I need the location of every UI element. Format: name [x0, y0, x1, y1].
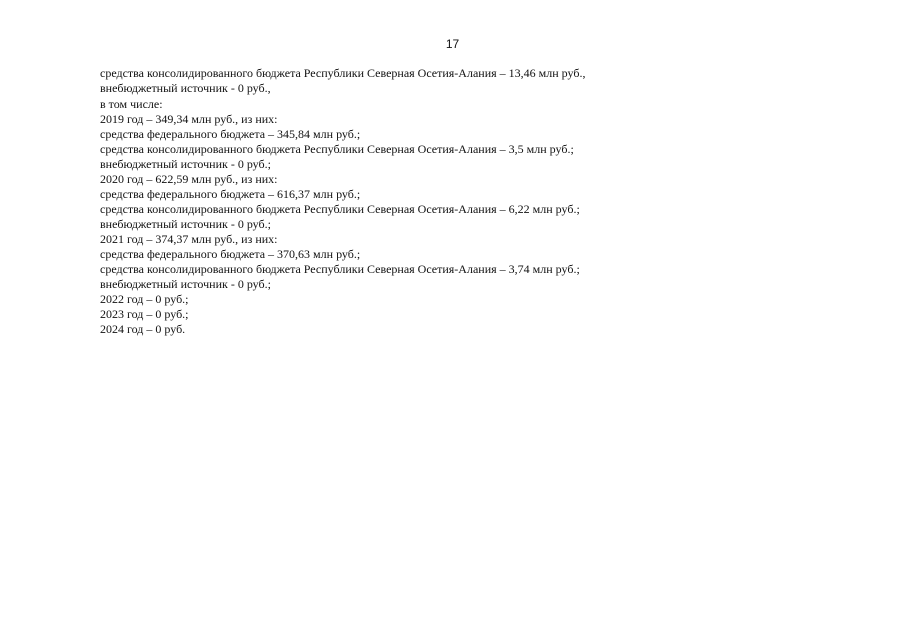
- text-line: 2023 год – 0 руб.;: [100, 307, 189, 321]
- text-line: средства федерального бюджета – 370,63 млн руб.;: [100, 247, 361, 261]
- text-line: внебюджетный источник - 0 руб.;: [100, 217, 271, 231]
- text-line: средства консолидированного бюджета Республики Северная Осетия-Алания – 3,5 млн руб.;: [100, 142, 574, 156]
- text-line: средства федерального бюджета – 345,84 млн руб.;: [100, 127, 361, 141]
- text-line: средства федерального бюджета – 616,37 млн руб.;: [100, 187, 361, 201]
- text-line: внебюджетный источник - 0 руб.,: [100, 81, 271, 95]
- text-line: 2019 год – 349,34 млн руб., из них:: [100, 112, 278, 126]
- text-line: средства консолидированного бюджета Республики Северная Осетия-Алания – 6,22 млн руб.;: [100, 202, 580, 216]
- page-number: 17: [445, 37, 460, 51]
- text-line: 2024 год – 0 руб.: [100, 322, 186, 336]
- text-line: 2022 год – 0 руб.;: [100, 292, 189, 306]
- text-line: 2020 год – 622,59 млн руб., из них:: [100, 172, 278, 186]
- text-line: средства консолидированного бюджета Республики Северная Осетия-Алания – 3,74 млн руб.;: [100, 262, 580, 276]
- text-line: внебюджетный источник - 0 руб.;: [100, 157, 271, 171]
- text-line: средства консолидированного бюджета Республики Северная Осетия-Алания – 13,46 млн руб.,: [100, 66, 586, 80]
- text-line: 2021 год – 374,37 млн руб., из них:: [100, 232, 278, 246]
- text-line: в том числе:: [100, 97, 163, 111]
- text-line: внебюджетный источник - 0 руб.;: [100, 277, 271, 291]
- funding-text: [100, 66, 800, 337]
